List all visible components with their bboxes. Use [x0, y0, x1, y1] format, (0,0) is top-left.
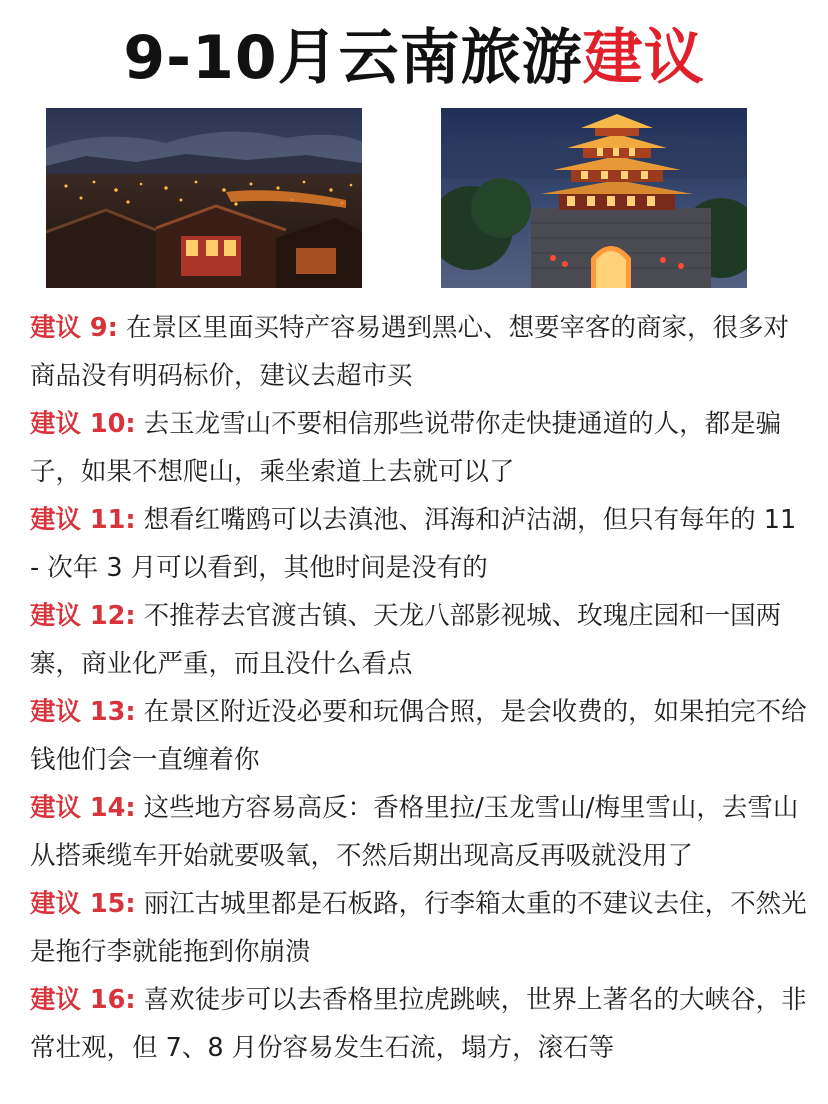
- page-title: [0, 18, 828, 98]
- tip-label: 建议 10:: [30, 409, 136, 439]
- tip-text: 喜欢徒步可以去香格里拉虎跳峡，世界上著名的大峡谷，非常壮观，但 7、8 月份容易发生石流，塌方，滚石等: [30, 985, 807, 1063]
- lijiang-old-town-night-photo: [46, 108, 362, 288]
- tip-label: 建议 13:: [30, 697, 136, 727]
- tip-text: 不推荐去官渡古镇、天龙八部影视城、玫瑰庄园和一国两寨，商业化严重，而且没什么看点: [30, 601, 782, 679]
- dali-tower-gate-night-photo: [441, 108, 747, 288]
- tip-text: 在景区附近没必要和玩偶合照，是会收费的，如果拍完不给钱他们会一直缠着你: [30, 697, 807, 775]
- tip-item: [30, 304, 808, 400]
- tip-item: [30, 976, 808, 1072]
- tip-text: 这些地方容易高反：香格里拉/玉龙雪山/梅里雪山，去雪山从搭乘缆车开始就要吸氧，不然后期出现高反再吸就没用了: [30, 793, 799, 871]
- tip-label: 建议 16:: [30, 985, 136, 1015]
- tip-text: 想看红嘴鸥可以去滇池、洱海和泸沽湖，但只有每年的 11 - 次年 3 月可以看到，其他时间是没有的: [30, 505, 797, 583]
- tip-label: 建议 15:: [30, 889, 136, 919]
- tip-item: [30, 784, 808, 880]
- page-title-main: 9-10月云南旅游: [123, 23, 583, 93]
- tip-item: [30, 592, 808, 688]
- tip-item: [30, 688, 808, 784]
- tips-list: [30, 304, 808, 1072]
- tip-label: 建议 9:: [30, 313, 118, 343]
- tip-label: 建议 12:: [30, 601, 136, 631]
- tip-label: 建议 11:: [30, 505, 136, 535]
- page-title-highlight: 建议: [582, 23, 705, 93]
- tip-text: 丽江古城里都是石板路，行李箱太重的不建议去住，不然光是拖行李就能拖到你崩溃: [30, 889, 807, 967]
- tip-item: [30, 496, 808, 592]
- tip-item: [30, 880, 808, 976]
- tip-text: 在景区里面买特产容易遇到黑心、想要宰客的商家，很多对商品没有明码标价，建议去超市买: [30, 313, 789, 391]
- tip-item: [30, 400, 808, 496]
- tip-text: 去玉龙雪山不要相信那些说带你走快捷通道的人，都是骗子，如果不想爬山，乘坐索道上去就可以了: [30, 409, 782, 487]
- tip-label: 建议 14:: [30, 793, 136, 823]
